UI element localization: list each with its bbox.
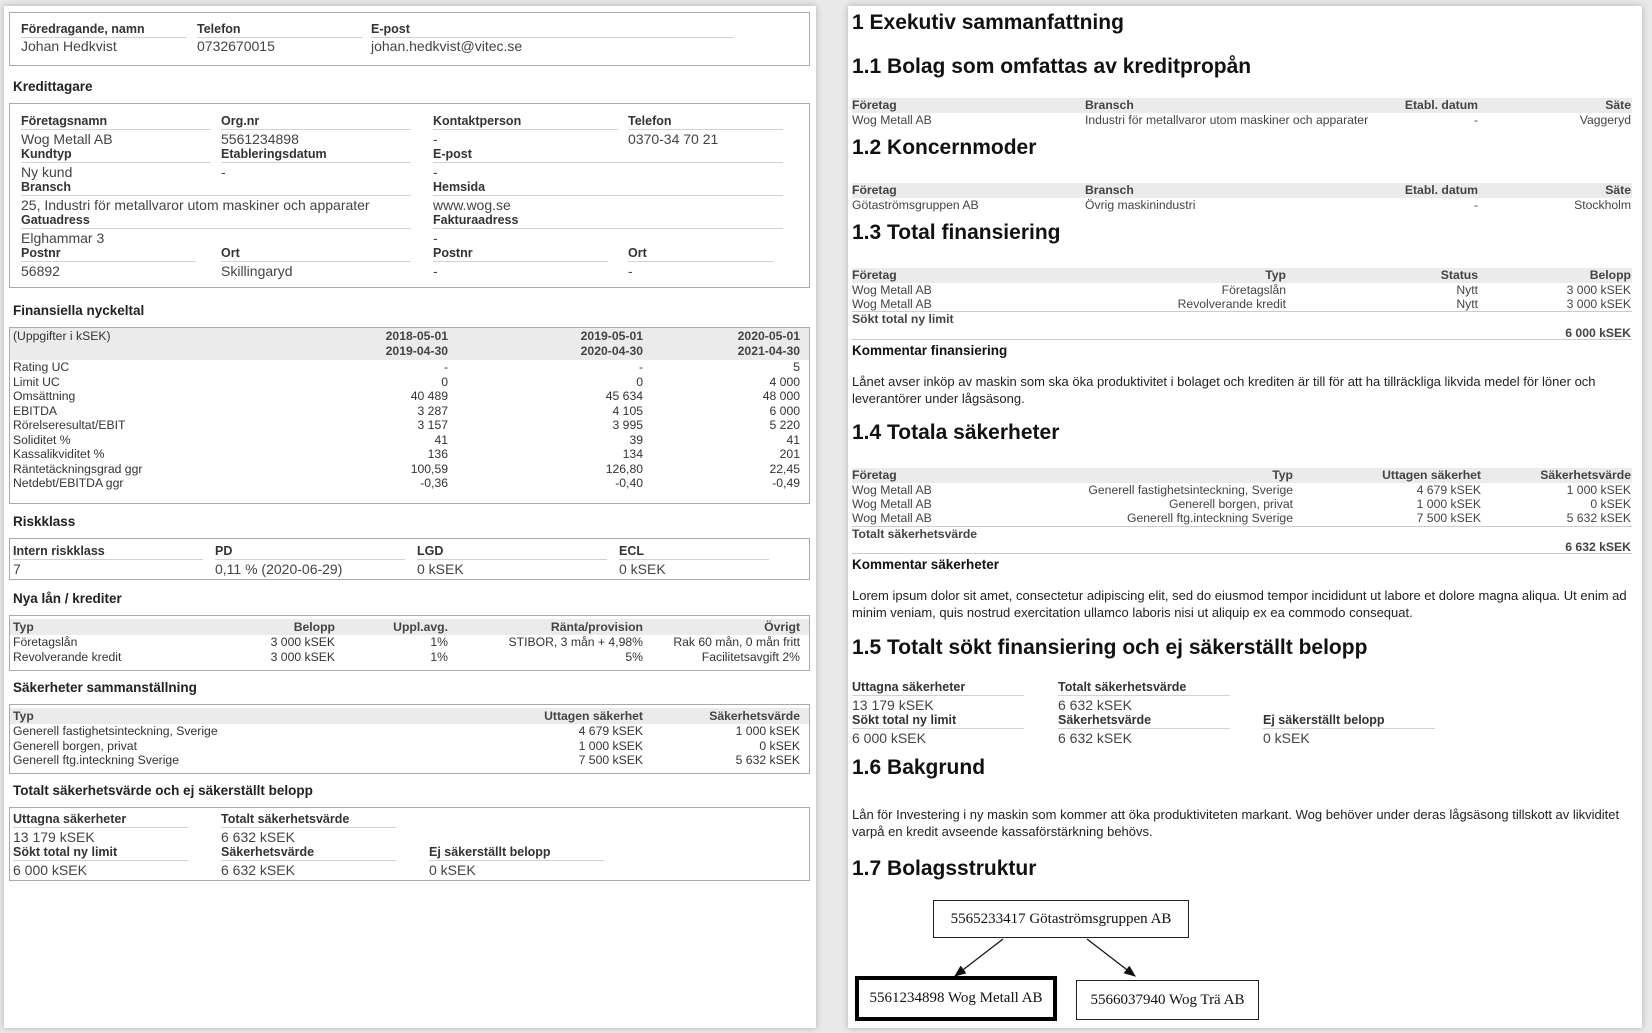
financials-row bbox=[10, 418, 809, 433]
sec-value-label: Säkerhetsvärde bbox=[221, 845, 396, 861]
totals-box bbox=[9, 807, 810, 881]
financials-cell: 45 634 bbox=[605, 389, 643, 403]
invoice-address-value: - bbox=[433, 230, 438, 246]
collateral-row bbox=[10, 739, 809, 754]
financials-cell: - bbox=[638, 360, 643, 374]
financing-cell: Företagslån bbox=[1221, 283, 1286, 297]
financials-cell: 39 bbox=[629, 432, 643, 447]
financials-row-label: Räntetäckningsgrad ggr bbox=[13, 461, 143, 476]
lgd-label: LGD bbox=[417, 544, 607, 560]
loans-box bbox=[9, 615, 810, 671]
financials-cell: 0 bbox=[441, 374, 448, 389]
financials-cell: 5 220 bbox=[769, 418, 800, 432]
total-value-label: Totalt säkerhetsvärde bbox=[221, 812, 396, 828]
collateral-col-type: Typ bbox=[13, 709, 34, 723]
financials-cell: 0 bbox=[636, 374, 643, 389]
s15-sought-label: Sökt total ny limit bbox=[852, 713, 1024, 729]
financials-row bbox=[10, 447, 809, 462]
securities-total-value-row bbox=[852, 540, 1632, 554]
financing-col-amount: Belopp bbox=[1589, 268, 1631, 282]
financials-row-label: Limit UC bbox=[13, 374, 60, 389]
section-1-1-heading: 1.1 Bolag som omfattas av kreditpropån bbox=[852, 55, 1252, 78]
customer-type-value: Ny kund bbox=[21, 164, 73, 180]
connector-to-wog-tra bbox=[1087, 939, 1135, 976]
period-2-from: 2019-05-01 bbox=[580, 329, 643, 343]
presenter-email-label: E-post bbox=[371, 22, 734, 38]
financials-cell: -0,49 bbox=[772, 476, 800, 490]
financials-row bbox=[10, 360, 809, 375]
securities-col-value: Säkerhetsvärde bbox=[1540, 468, 1631, 482]
website-label: Hemsida bbox=[433, 180, 783, 196]
taken-value: 13 179 kSEK bbox=[13, 829, 95, 845]
loans-cell: Företagslån bbox=[13, 635, 78, 649]
s15-sought-value: 6 000 kSEK bbox=[852, 730, 926, 746]
collateral-cell: 1 000 kSEK bbox=[578, 738, 643, 753]
securities-cell: 1 000 kSEK bbox=[1566, 483, 1631, 497]
right-document-page bbox=[848, 6, 1642, 1028]
companies-cell: Vaggeryd bbox=[1579, 113, 1631, 127]
ecl-value: 0 kSEK bbox=[619, 561, 666, 577]
invoice-postnr-value: - bbox=[433, 263, 438, 279]
parent-cell: Övrig maskinindustri bbox=[1085, 198, 1196, 212]
securities-cell: 7 500 kSEK bbox=[1416, 511, 1481, 526]
collateral-title: Säkerheter sammanställning bbox=[13, 680, 197, 695]
securities-row bbox=[852, 497, 1632, 511]
loans-col-interest: Ränta/provision bbox=[550, 620, 643, 634]
financing-comment-title: Kommentar finansiering bbox=[852, 343, 1008, 358]
executive-summary-heading: 1 Exekutiv sammanfattning bbox=[852, 11, 1124, 34]
parent-company-table bbox=[852, 183, 1632, 212]
collateral-cell: 1 000 kSEK bbox=[735, 724, 800, 738]
parent-col-company: Företag bbox=[852, 183, 897, 197]
companies-cell: Industri för metallvaror utom maskiner och apparater bbox=[1085, 113, 1369, 127]
securities-cell: Generell ftg.inteckning Sverige bbox=[1127, 511, 1293, 526]
s15-sec-value-value: 6 632 kSEK bbox=[1058, 730, 1132, 746]
street-value: Elghammar 3 bbox=[21, 230, 105, 246]
financials-cell: -0,36 bbox=[420, 476, 448, 490]
financials-cell: 5 bbox=[793, 360, 800, 374]
collateral-cell: 5 632 kSEK bbox=[735, 753, 800, 767]
borrower-email-label: E-post bbox=[433, 147, 783, 163]
borrower-title: Kredittagare bbox=[13, 79, 93, 94]
companies-cell: Wog Metall AB bbox=[852, 113, 932, 127]
financials-cell: 41 bbox=[786, 432, 800, 447]
financials-row bbox=[10, 462, 809, 477]
s15-sec-value-label: Säkerhetsvärde bbox=[1058, 713, 1230, 729]
loans-cell: 3 000 kSEK bbox=[270, 649, 335, 664]
loans-cell: 3 000 kSEK bbox=[270, 635, 335, 649]
sought-label: Sökt total ny limit bbox=[13, 845, 188, 861]
financing-row bbox=[852, 283, 1632, 297]
financials-row bbox=[10, 389, 809, 404]
loans-cell: Facilitetsavgift 2% bbox=[701, 649, 800, 664]
industry-value: 25, Industri för metallvaror utom maskiner och apparater bbox=[21, 197, 370, 213]
s15-taken-value: 13 179 kSEK bbox=[852, 697, 934, 713]
postnr-label: Postnr bbox=[21, 246, 196, 262]
org-parent-node: 5565233417 Götaströmsgruppen AB bbox=[933, 900, 1189, 938]
securities-total-value: 6 632 kSEK bbox=[1565, 539, 1631, 554]
ecl-label: ECL bbox=[619, 544, 769, 560]
s15-taken-label: Uttagna säkerheter bbox=[852, 680, 1024, 696]
presenter-box bbox=[9, 12, 810, 66]
financials-cell: 3 995 bbox=[612, 418, 643, 432]
collateral-col-value: Säkerhetsvärde bbox=[709, 709, 800, 723]
financials-cell: 41 bbox=[434, 432, 448, 447]
financials-row-label: Omsättning bbox=[13, 389, 76, 403]
financing-total-value-row bbox=[852, 326, 1632, 340]
loans-cell: 1% bbox=[430, 635, 448, 649]
invoice-city-value: - bbox=[628, 263, 633, 279]
securities-comment-title: Kommentar säkerheter bbox=[852, 557, 1000, 572]
financials-cell: 40 489 bbox=[410, 389, 448, 403]
collateral-cell: Generell borgen, privat bbox=[13, 738, 137, 753]
city-value: Skillingaryd bbox=[221, 263, 293, 279]
financials-cell: 201 bbox=[779, 447, 800, 461]
company-label: Företagsnamn bbox=[21, 114, 211, 130]
financials-row-label: Rörelseresultat/EBIT bbox=[13, 418, 126, 432]
postnr-value: 56892 bbox=[21, 263, 60, 279]
financing-cell: 3 000 kSEK bbox=[1566, 283, 1631, 297]
s15-unsecured-label: Ej säkerställt belopp bbox=[1263, 713, 1435, 729]
collateral-cell: 0 kSEK bbox=[759, 738, 800, 753]
loans-cell: Revolverande kredit bbox=[13, 649, 122, 664]
securities-col-type: Typ bbox=[1272, 468, 1293, 482]
securities-cell: Generell borgen, privat bbox=[1169, 497, 1293, 512]
loans-header-row bbox=[10, 619, 809, 635]
financials-row-label: EBITDA bbox=[13, 403, 58, 418]
financing-cell: Nytt bbox=[1456, 297, 1478, 312]
pd-value: 0,11 % (2020-06-29) bbox=[215, 561, 343, 577]
financials-cell: 134 bbox=[622, 447, 643, 461]
loans-row bbox=[10, 635, 809, 650]
financials-body bbox=[10, 360, 809, 491]
unsecured-label: Ej säkerställt belopp bbox=[429, 845, 604, 861]
period-3-to: 2021-04-30 bbox=[737, 344, 800, 358]
securities-col-company: Företag bbox=[852, 468, 897, 482]
connector-to-wog-metall bbox=[955, 939, 1003, 976]
section-1-3-heading: 1.3 Total finansiering bbox=[852, 221, 1061, 244]
financing-comment: Lånet avser inköp av maskin som ska öka produktivitet i bolaget och krediten är till för att ha tillräckliga likvida medel för löner och leverantörer under lågsäsong. bbox=[852, 374, 1596, 406]
lgd-value: 0 kSEK bbox=[417, 561, 464, 577]
parent-header-row bbox=[852, 183, 1632, 198]
period-2-to: 2020-04-30 bbox=[580, 344, 643, 358]
period-3-from: 2020-05-01 bbox=[737, 329, 800, 343]
financing-total-label: Sökt total ny limit bbox=[852, 312, 954, 327]
section-1-4-heading: 1.4 Totala säkerheter bbox=[852, 421, 1060, 444]
financials-header-row bbox=[10, 328, 809, 360]
sought-value: 6 000 kSEK bbox=[13, 862, 87, 878]
invoice-address-label: Fakturaadress bbox=[433, 213, 783, 229]
financing-col-status: Status bbox=[1440, 268, 1478, 282]
presenter-email-value: johan.hedkvist@vitec.se bbox=[371, 38, 523, 54]
companies-col-industry: Bransch bbox=[1085, 98, 1134, 112]
companies-header-row bbox=[852, 98, 1632, 113]
securities-cell: 5 632 kSEK bbox=[1566, 511, 1631, 526]
unsecured-value: 0 kSEK bbox=[429, 862, 476, 878]
section-1-2-heading: 1.2 Koncernmoder bbox=[852, 136, 1037, 159]
financials-title: Finansiella nyckeltal bbox=[13, 303, 145, 318]
collateral-box bbox=[9, 704, 810, 774]
loans-row bbox=[10, 650, 809, 665]
securities-cell: Generell fastighetsinteckning, Sverige bbox=[1088, 483, 1293, 497]
securities-row bbox=[852, 511, 1632, 525]
loans-title: Nya lån / krediter bbox=[13, 591, 122, 606]
org-sibling-company-node: 5566037940 Wog Trä AB bbox=[1076, 980, 1259, 1020]
borrower-phone-value: 0370-34 70 21 bbox=[628, 131, 719, 147]
financials-row bbox=[10, 404, 809, 419]
parent-row bbox=[852, 198, 1632, 212]
loans-table bbox=[10, 619, 809, 664]
financials-cell: 4 105 bbox=[612, 403, 643, 418]
collateral-header-row bbox=[10, 708, 809, 724]
financing-cell: Wog Metall AB bbox=[852, 283, 932, 297]
companies-table bbox=[852, 98, 1632, 127]
financing-cell: 3 000 kSEK bbox=[1566, 297, 1631, 312]
total-value-value: 6 632 kSEK bbox=[221, 829, 295, 845]
securities-row bbox=[852, 483, 1632, 497]
securities-cell: Wog Metall AB bbox=[852, 483, 932, 497]
company-value: Wog Metall AB bbox=[21, 131, 113, 147]
street-label: Gatuadress bbox=[21, 213, 411, 229]
city-label: Ort bbox=[221, 246, 411, 262]
parent-cell: Stockholm bbox=[1574, 198, 1631, 212]
collateral-cell: Generell ftg.inteckning Sverige bbox=[13, 753, 179, 767]
financials-cell: 6 000 bbox=[769, 403, 800, 418]
loans-cell: 5% bbox=[625, 649, 643, 664]
financials-cell: 126,80 bbox=[605, 461, 643, 476]
financials-row-label: Soliditet % bbox=[13, 432, 71, 447]
collateral-table bbox=[10, 708, 809, 768]
securities-comment: Lorem ipsum dolor sit amet, consectetur adipiscing elit, sed do eiusmod tempor incididunt ut labore et dolore magna aliqua. Ut enim ad minim veniam, quis nostrud exercitation ullamco laboris nisi ut aliquip ex ea commodo consequat. bbox=[852, 588, 1627, 620]
s15-unsecured-value: 0 kSEK bbox=[1263, 730, 1310, 746]
financials-row-label: Rating UC bbox=[13, 360, 70, 374]
securities-total-label: Totalt säkerhetsvärde bbox=[852, 526, 978, 541]
companies-row bbox=[852, 113, 1632, 127]
customer-type-label: Kundtyp bbox=[21, 147, 211, 163]
parent-col-seat: Säte bbox=[1605, 183, 1631, 197]
collateral-cell: 4 679 kSEK bbox=[578, 724, 643, 738]
financials-cell: - bbox=[443, 360, 448, 374]
internal-risk-label: Intern riskklass bbox=[13, 544, 203, 560]
totals-title: Totalt säkerhetsvärde och ej säkerställt belopp bbox=[13, 783, 313, 798]
financials-row bbox=[10, 433, 809, 448]
orgnr-value: 5561234898 bbox=[221, 131, 299, 147]
period-1-from: 2018-05-01 bbox=[385, 329, 448, 343]
financing-cell: Nytt bbox=[1456, 283, 1478, 297]
taken-label: Uttagna säkerheter bbox=[13, 812, 188, 828]
financials-cell: 4 000 bbox=[769, 374, 800, 389]
collateral-cell: Generell fastighetsinteckning, Sverige bbox=[13, 724, 218, 738]
financials-table bbox=[10, 328, 809, 491]
securities-col-taken: Uttagen säkerhet bbox=[1382, 468, 1481, 482]
financials-cell: 136 bbox=[427, 447, 448, 461]
parent-col-date: Etabl. datum bbox=[1404, 183, 1478, 197]
financing-cell: Wog Metall AB bbox=[852, 297, 932, 312]
financials-cell: 3 157 bbox=[417, 418, 448, 432]
section-1-5-heading: 1.5 Totalt sökt finansiering och ej säkerställt belopp bbox=[852, 636, 1368, 659]
parent-cell: Götaströmsgruppen AB bbox=[852, 198, 979, 212]
financials-unit-label: (Uppgifter i kSEK) bbox=[13, 329, 111, 343]
securities-cell: 4 679 kSEK bbox=[1416, 483, 1481, 497]
borrower-box bbox=[9, 103, 810, 288]
presenter-phone-label: Telefon bbox=[197, 22, 363, 38]
risk-title: Riskklass bbox=[13, 514, 76, 529]
industry-label: Bransch bbox=[21, 180, 411, 196]
background-text: Lån för Investering i ny maskin som kommer att öka produktiviteten markant. Wog behöver under deras lågsäsong tillskott av likviditet varpå en kredit avseende kassaförstärkning behövs. bbox=[852, 807, 1620, 839]
website-value: www.wog.se bbox=[433, 197, 511, 213]
securities-cell: 0 kSEK bbox=[1590, 497, 1631, 512]
invoice-postnr-label: Postnr bbox=[433, 246, 608, 262]
companies-cell: - bbox=[1473, 113, 1478, 127]
financing-header-row bbox=[852, 268, 1632, 283]
financing-cell: Revolverande kredit bbox=[1177, 297, 1286, 312]
loans-cell: 1% bbox=[430, 649, 448, 664]
financing-table bbox=[852, 268, 1632, 340]
financials-cell: 100,59 bbox=[410, 461, 448, 476]
loans-col-other: Övrigt bbox=[764, 620, 800, 634]
securities-cell: Wog Metall AB bbox=[852, 497, 932, 512]
loans-cell: Rak 60 mån, 0 mån fritt bbox=[673, 635, 800, 649]
financing-row bbox=[852, 297, 1632, 311]
financials-box bbox=[9, 327, 810, 504]
financing-total-value: 6 000 kSEK bbox=[1565, 325, 1631, 340]
section-1-7-heading: 1.7 Bolagsstruktur bbox=[852, 857, 1037, 880]
financing-col-company: Företag bbox=[852, 268, 897, 282]
securities-cell: 1 000 kSEK bbox=[1416, 497, 1481, 512]
contact-label: Kontaktperson bbox=[433, 114, 618, 130]
presenter-name-label: Föredragande, namn bbox=[21, 22, 187, 38]
securities-total-row bbox=[852, 526, 1632, 540]
risk-box bbox=[9, 538, 810, 580]
financials-cell: 22,45 bbox=[769, 461, 800, 476]
collateral-col-taken: Uttagen säkerhet bbox=[544, 709, 643, 723]
contact-value: - bbox=[433, 131, 438, 147]
parent-col-industry: Bransch bbox=[1085, 183, 1134, 197]
collateral-cell: 7 500 kSEK bbox=[578, 753, 643, 767]
companies-col-company: Företag bbox=[852, 98, 897, 112]
s15-total-value-label: Totalt säkerhetsvärde bbox=[1058, 680, 1230, 696]
org-selected-company-node: 5561234898 Wog Metall AB bbox=[855, 976, 1057, 1021]
financing-total-row bbox=[852, 311, 1632, 325]
borrower-phone-label: Telefon bbox=[628, 114, 783, 130]
invoice-city-label: Ort bbox=[628, 246, 773, 262]
sec-value-value: 6 632 kSEK bbox=[221, 862, 295, 878]
collateral-row bbox=[10, 724, 809, 739]
companies-col-date: Etabl. datum bbox=[1404, 98, 1478, 112]
financials-cell: 3 287 bbox=[417, 403, 448, 418]
loans-cell: STIBOR, 3 mån + 4,98% bbox=[508, 635, 643, 649]
internal-risk-value: 7 bbox=[13, 561, 21, 577]
presenter-name-value: Johan Hedkvist bbox=[21, 38, 117, 54]
founded-label: Etableringsdatum bbox=[221, 147, 411, 163]
orgnr-label: Org.nr bbox=[221, 114, 411, 130]
left-document-page bbox=[4, 6, 816, 1028]
pd-label: PD bbox=[215, 544, 405, 560]
financials-cell: 48 000 bbox=[762, 389, 800, 403]
collateral-row bbox=[10, 753, 809, 768]
financials-row bbox=[10, 375, 809, 390]
section-1-6-heading: 1.6 Bakgrund bbox=[852, 756, 986, 779]
financials-row-label: Netdebt/EBITDA ggr bbox=[13, 476, 124, 490]
securities-table bbox=[852, 468, 1632, 554]
borrower-email-value: - bbox=[433, 164, 438, 180]
financing-col-type: Typ bbox=[1265, 268, 1286, 282]
period-1-to: 2019-04-30 bbox=[385, 344, 448, 358]
presenter-phone-value: 0732670015 bbox=[197, 38, 275, 54]
s15-total-value-value: 6 632 kSEK bbox=[1058, 697, 1132, 713]
financials-row-label: Kassalikviditet % bbox=[13, 447, 105, 461]
securities-header-row bbox=[852, 468, 1632, 483]
loans-col-fee: Uppl.avg. bbox=[393, 620, 448, 634]
loans-col-amount: Belopp bbox=[293, 620, 335, 634]
parent-cell: - bbox=[1473, 198, 1478, 212]
founded-value: - bbox=[221, 164, 226, 180]
companies-col-seat: Säte bbox=[1605, 98, 1631, 112]
securities-cell: Wog Metall AB bbox=[852, 511, 932, 526]
financials-row bbox=[10, 476, 809, 491]
financials-cell: -0,40 bbox=[615, 476, 643, 490]
loans-col-type: Typ bbox=[13, 620, 34, 634]
